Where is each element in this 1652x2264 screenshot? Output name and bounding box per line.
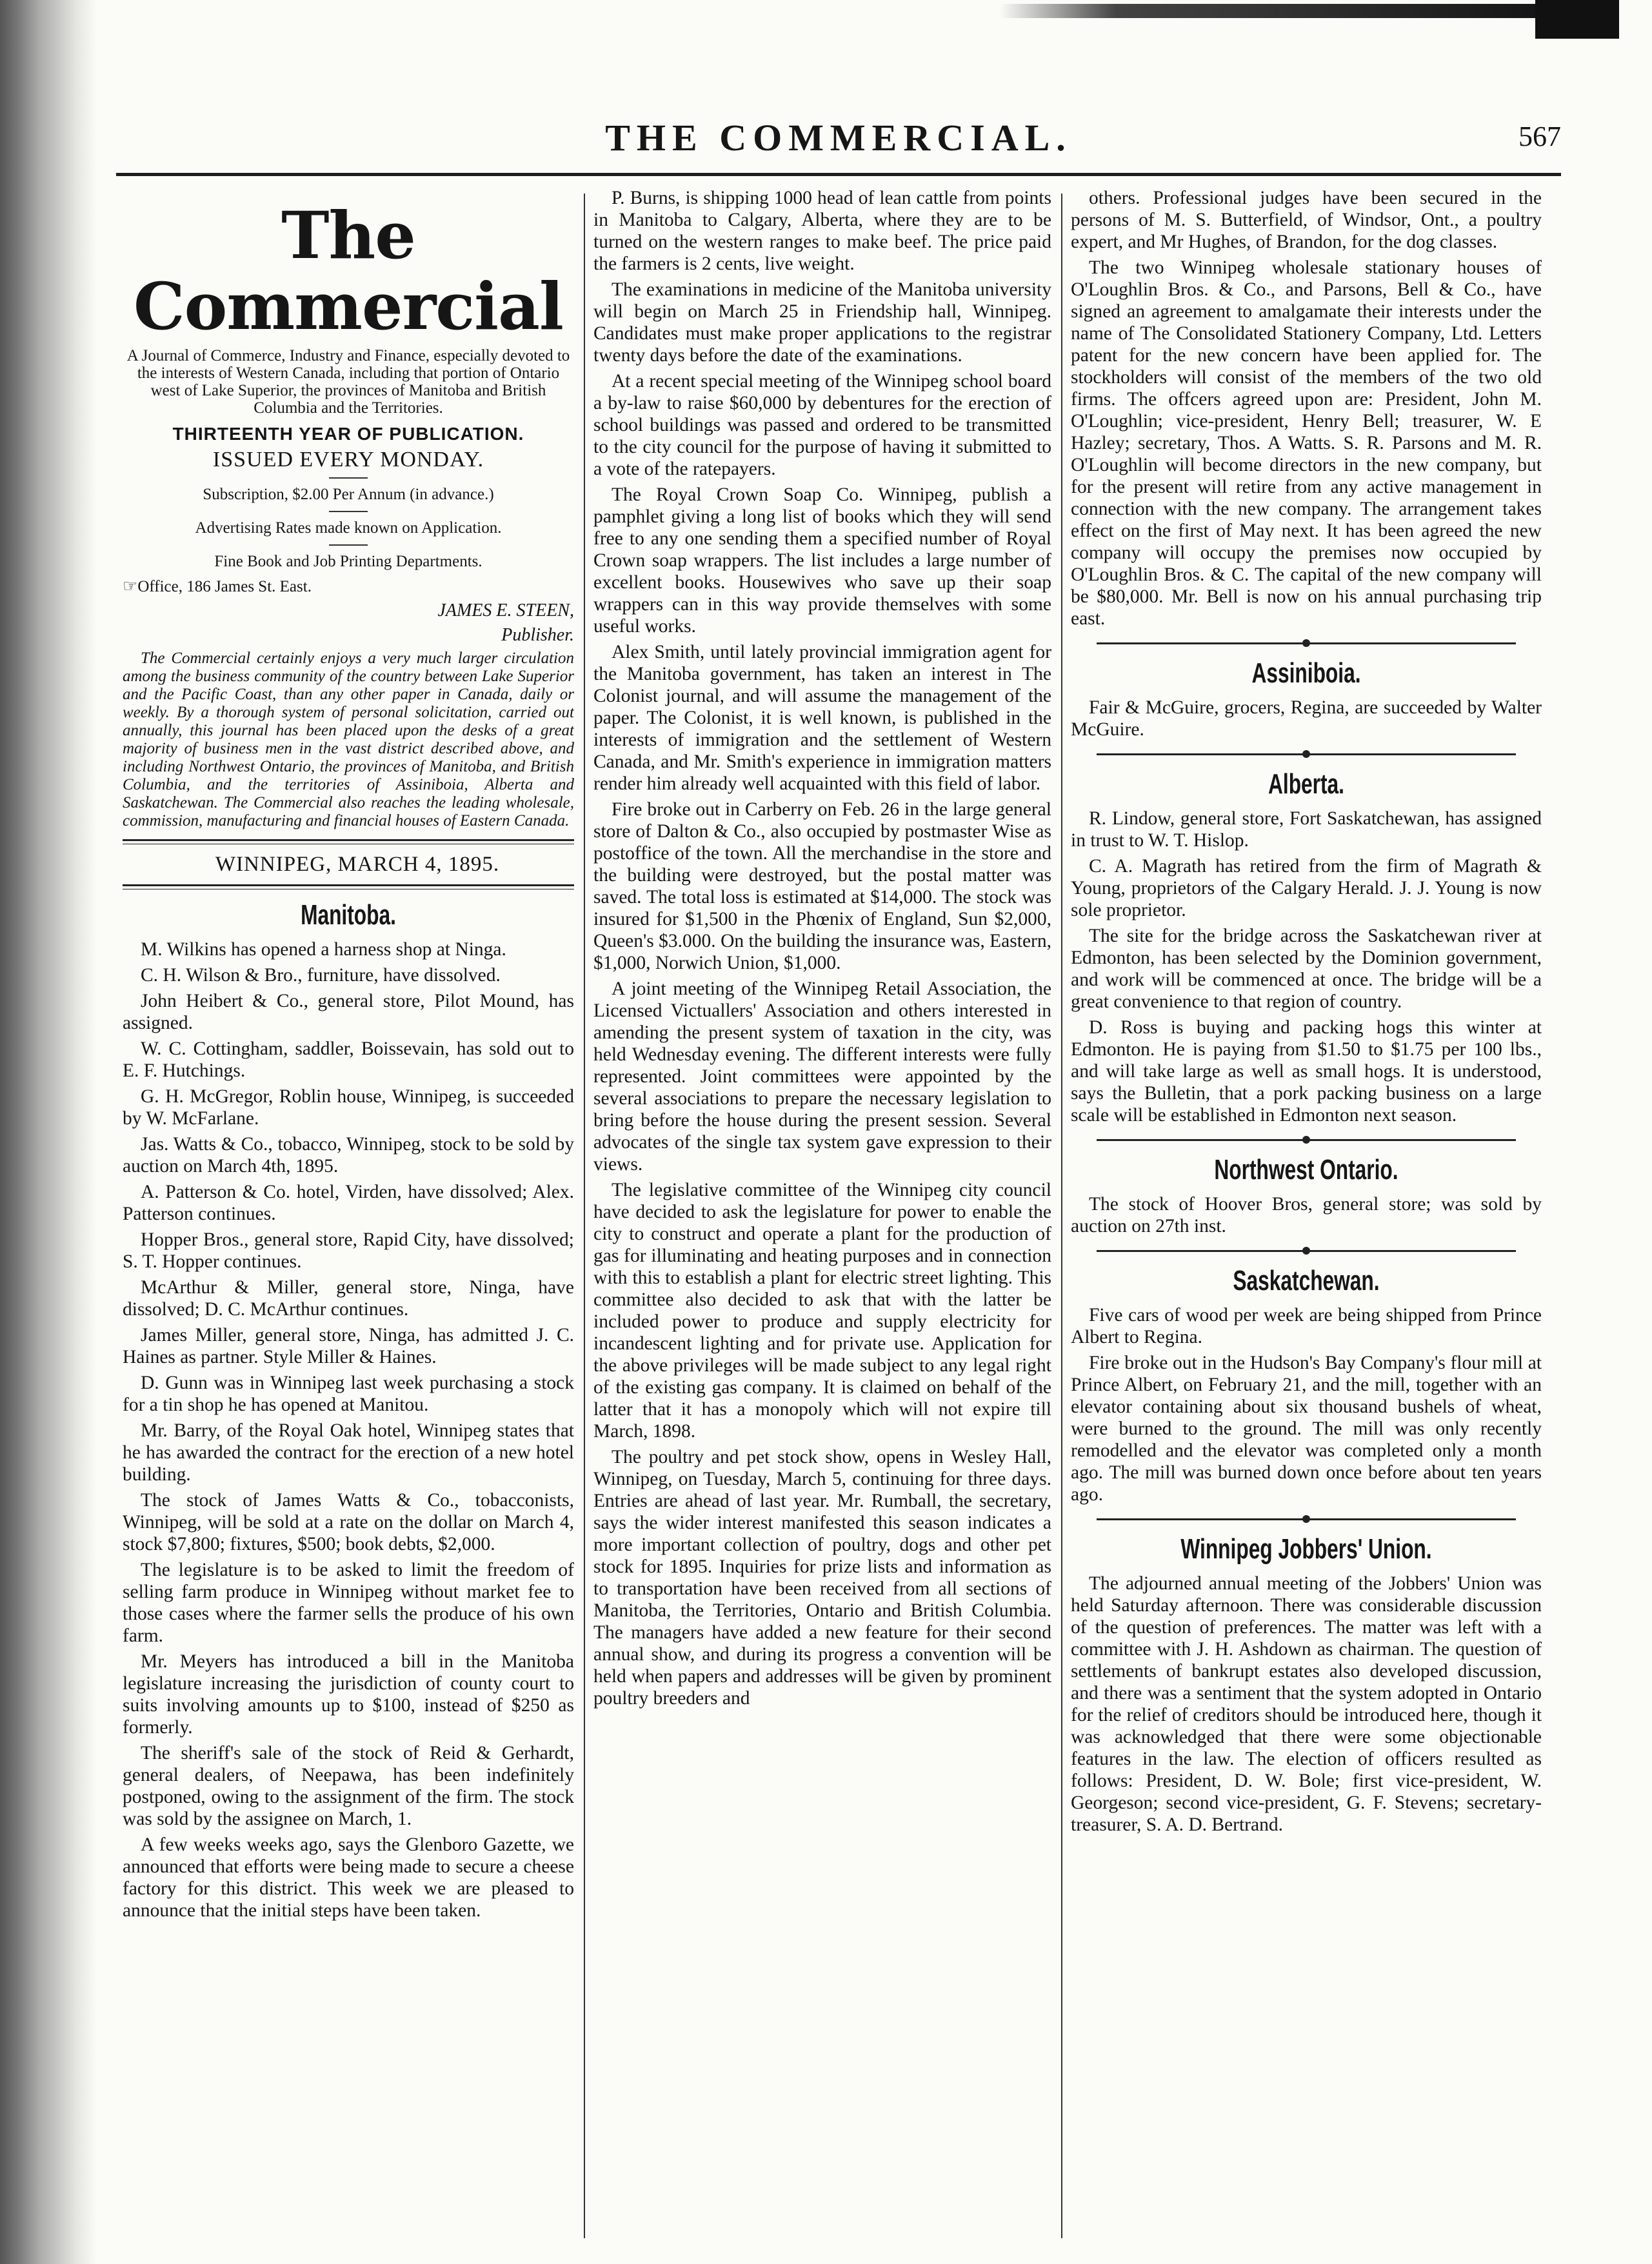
section-heading-saskatchewan: Saskatchewan.: [1233, 1265, 1380, 1296]
section-separator: [1097, 639, 1516, 648]
news-item: others. Professional judges have been secured in the persons of M. S. Butterfield, of Windsor, Ont., a poultry expert, and Mr Hughes, of Brandon, for the dog classes.: [1071, 188, 1542, 252]
news-item: C. A. Magrath has retired from the firm of Magrath & Young, proprietors of the Calgary Herald. J. J. Young is now sole proprietor.: [1071, 856, 1542, 920]
news-item: Fire broke out in the Hudson's Bay Company's flour mill at Prince Albert, on February 21, and the mill, together with an elevator containing about six thousand bushels of wheat, were burned to the ground. The mill was only recently remodelled and the elevator was completed only a month ago. The mill was burned down once before about ten years ago.: [1071, 1353, 1542, 1505]
publication-description: A Journal of Commerce, Industry and Finance, especially devoted to the interests of Western Canada, including that portion of Ontario west of Lake Superior, the provinces of Manitoba and British Columbia and the Territories.: [126, 347, 570, 417]
section-separator: [1097, 1246, 1516, 1255]
news-item: P. Burns, is shipping 1000 head of lean cattle from points in Manitoba to Calgary, Alberta, where they are to be turned on the western ranges to make beef. The price paid the farmers is 2 cents, live weight.: [593, 188, 1051, 274]
pointing-hand-icon: ☞: [123, 577, 138, 595]
news-item: W. C. Cottingham, saddler, Boissevain, has sold out to E. F. Hutchings.: [123, 1038, 574, 1081]
news-item: The adjourned annual meeting of the Jobbers' Union was held Saturday afternoon. There was considerable discussion of the question of preferences. The matter was left with a committee with J. H. Ashdown as chairman. The question of settlements of bankrupt estates also developed discussion, and there was a sentiment that the system adopted in Ontario for the relief of creditors should be introduced here, though it was acknowledged that there were some objectionable features in the law. The election of officers resulted as follows: President, D. W. Bole; first vice-president, W. Georgeson; second vice-president, G. F. Stevens; secretary-treasurer, S. A. D. Bertrand.: [1071, 1573, 1542, 1835]
news-item: McArthur & Miller, general store, Ninga, have dissolved; D. C. McArthur continues.: [123, 1277, 574, 1320]
news-item: D. Gunn was in Winnipeg last week purchasing a stock for a tin shop he has opened at Manitou.: [123, 1373, 574, 1415]
advertising-line: Advertising Rates made known on Application.: [195, 519, 502, 537]
circulation-statement: The Commercial certainly enjoys a very much larger circulation among the business community of the country between Lake Superior and the Pacific Coast, than any other paper in Canada, daily or weekly. By a thorough system of personal solicitation, carried out annually, this journal has been placed upon the desks of a great majority of business men in the vast district described above, and including Northwest Ontario, the provinces of Manitoba, and British Columbia, and the territories of Assiniboia, Alberta and Saskatchewan. The Commercial also reaches the leading wholesale, commission, manufacturing and financial houses of Eastern Canada.: [123, 650, 574, 829]
double-rule: [123, 839, 574, 844]
news-item: The legislature is to be asked to limit the freedom of selling farm produce in Winnipeg without market fee to those cases where the farmer sells the produce of his own farm.: [123, 1560, 574, 1646]
news-item: A. Patterson & Co. hotel, Virden, have dissolved; Alex. Patterson continues.: [123, 1182, 574, 1224]
scan-top-bar: [1000, 4, 1580, 18]
section-heading-assiniboia: Assiniboia.: [1251, 657, 1361, 689]
issued-line: ISSUED EVERY MONDAY.: [212, 448, 484, 472]
column-3-items: [1071, 187, 1542, 630]
subscription-line: Subscription, $2.00 Per Annum (in advance.): [203, 486, 494, 503]
alberta-items: [1071, 808, 1542, 1126]
publisher-title: Publisher.: [501, 625, 574, 645]
news-item: The sheriff's sale of the stock of Reid & Gerhardt, general dealers, of Neepawa, has been indefinitely postponed, owing to the assignment of the firm. The stock was sold by the assignee on March, 1.: [123, 1743, 574, 1829]
year-line: THIRTEENTH YEAR OF PUBLICATION.: [172, 424, 524, 444]
news-item: The stock of James Watts & Co., tobacconists, Winnipeg, will be sold at a rate on the dollar on March 4, stock $7,800; fixtures, $500; book debts, $2,000.: [123, 1490, 574, 1554]
section-separator: [1097, 1514, 1516, 1524]
section-heading-manitoba: Manitoba.: [301, 899, 396, 931]
news-item: Mr. Barry, of the Royal Oak hotel, Winnipeg states that he has awarded the contract for the erection of a new hotel building.: [123, 1420, 574, 1485]
news-item: John Heibert & Co., general store, Pilot Mound, has assigned.: [123, 991, 574, 1033]
news-item: The examinations in medicine of the Manitoba university will begin on March 25 in Friendship hall, Winnipeg. Candidates must make proper applications to the registrar twenty days before the date of the examinations.: [593, 279, 1051, 366]
short-rule: [329, 544, 368, 546]
section-heading-alberta: Alberta.: [1268, 768, 1344, 800]
double-rule: [123, 884, 574, 889]
news-item: James Miller, general store, Ninga, has admitted J. C. Haines as partner. Style Miller & Haines.: [123, 1325, 574, 1367]
page-header: [116, 116, 1561, 168]
news-item: G. H. McGregor, Roblin house, Winnipeg, is succeeded by W. McFarlane.: [123, 1086, 574, 1129]
news-item: The poultry and pet stock show, opens in Wesley Hall, Winnipeg, on Tuesday, March 5, continuing for three days. Entries are ahead of last year. Mr. Rumball, the secretary, says the wider interest manifested this season indicates a more important collection of poultry, dogs and other pet stock for 1895. Inquiries for prize lists and information as to transportation have been received from all sections of Manitoba, the Territories, Ontario and British Columbia. The managers have added a new feature for their second annual show, and during its progress a convention will be held when papers and addresses will be given by prominent poultry breeders and: [593, 1447, 1051, 1709]
scan-edge-shadow: [0, 0, 97, 2264]
publisher-name: JAMES E. STEEN,: [437, 601, 574, 621]
news-item: Jas. Watts & Co., tobacco, Winnipeg, stock to be sold by auction on March 4th, 1895.: [123, 1134, 574, 1177]
news-item: At a recent special meeting of the Winnipeg school board a by-law to raise $60,000 by debentures for the erection of school buildings was passed and ordered to be transmitted to the city council for the purpose of having it submitted to a vote of the ratepayers.: [593, 371, 1051, 479]
news-item: The two Winnipeg wholesale stationary houses of O'Loughlin Bros. & Co., and Parsons, Bell & Co., have signed an agreement to amalgamate their interests under the name of The Consolidated Stationery Company, Ltd. Letters patent for the new concern have been applied for. The stockholders will consist of the members of the two old firms. The offcers agreed upon are: President, John M. O'Loughlin; vice-president, Henry Bell; treasurer, W. E Hazley; secretary, Thos. A Watts. S. R. Parsons and M. R. O'Loughlin will become directors in the new company, but for the present will retire from any active management in connection with the new company. The arrangement takes effect on the first of May next. It has been agreed the new company will occupy the premises now occupied by O'Loughlin Bros. & C. The capital of the new company will be $80,000. Mr. Bell is now on his annual purchasing trip east.: [1071, 257, 1542, 629]
news-item: M. Wilkins has opened a harness shop at Ninga.: [141, 939, 506, 960]
column-3: [1071, 187, 1542, 2251]
section-separator: [1097, 750, 1516, 759]
section-separator: [1097, 1135, 1516, 1144]
manitoba-items: [123, 938, 574, 1921]
scan-top-block: [1535, 0, 1619, 39]
news-item: The stock of Hoover Bros, general store; was sold by auction on 27th inst.: [1071, 1194, 1542, 1236]
news-item: Fire broke out in Carberry on Feb. 26 in the large general store of Dalton & Co., also occupied by postmaster Wise as postoffice of the town. All the merchandise in the store and the building were destroyed, but the postal matter was saved. The total loss is estimated at $14,000. The stock was insured for $1,500 in the Phœnix of England, Sun $2,000, Queen's $3.000. On the building the insurance was, Eastern, $1,000, Norwich Union, $1,000.: [593, 799, 1051, 973]
news-item: The site for the bridge across the Saskatchewan river at Edmonton, has been selected by the Dominion government, and work will be commenced at once. The bridge will be a great convenience to that region of country.: [1071, 926, 1542, 1012]
column-2-items: [593, 187, 1051, 1709]
section-heading-northwest-ontario: Northwest Ontario.: [1214, 1154, 1398, 1186]
news-item: Hopper Bros., general store, Rapid City, have dissolved; S. T. Hopper continues.: [123, 1229, 574, 1272]
news-item: R. Lindow, general store, Fort Saskatchewan, has assigned in trust to W. T. Hislop.: [1071, 808, 1542, 851]
column-divider-2: [1061, 194, 1062, 2238]
column-2: [593, 187, 1051, 2251]
northwest-ontario-items: [1071, 1193, 1542, 1237]
saskatchewan-items: [1071, 1304, 1542, 1505]
office-address: Office, 186 James St. East.: [137, 578, 312, 595]
news-item: A joint meeting of the Winnipeg Retail Association, the Licensed Victuallers' Association and others interested in amending the present system of taxation in the city, was held Wednesday evening. The different interests were fully represented. Joint committees were appointed by the several associations to prepare the necessary legislation to bring before the house during the present session. Several advocates of the single tax system gave expression to their views.: [593, 978, 1051, 1175]
publication-nameplate: The Commercial: [134, 197, 563, 344]
news-item: The Royal Crown Soap Co. Winnipeg, publish a pamphlet giving a long list of books which they will send free to any one sending them a specified number of Royal Crown soap wrappers. The list includes a large number of excellent books. Housewives who save up their soap wrappers can in this way provide themselves with some useful works.: [593, 484, 1051, 637]
news-item: D. Ross is buying and packing hogs this winter at Edmonton. He is paying from $1.50 to $1.75 per 100 lbs., and will take large as well as small hogs. It is understood, says the Bulletin, that a pork packing business on a large scale will be established in Edmonton next season.: [1071, 1017, 1542, 1126]
column-divider-1: [584, 194, 585, 2238]
dateline: WINNIPEG, MARCH 4, 1895.: [215, 853, 500, 876]
assiniboia-items: [1071, 697, 1542, 740]
column-1: [123, 187, 574, 2251]
section-heading-jobbers-union: Winnipeg Jobbers' Union.: [1180, 1533, 1432, 1565]
news-item: The legislative committee of the Winnipeg city council have decided to ask the legislature for power to enable the city to construct and operate a plant for the production of gas for illuminating and heating purposes and in connection with this to establish a plant for electric street lighting. This committee also decided to ask that with the latter be included power to produce and supply electricity for incandescent lighting and for private use. Application for the above privileges will be made subject to any legal right of the existing gas company. It is claimed on behalf of the latter that it has a monopoly which will not expire till March, 1898.: [593, 1180, 1051, 1442]
short-rule: [329, 477, 368, 479]
news-item: Mr. Meyers has introduced a bill in the Manitoba legislature increasing the jurisdiction of county court to suits involving amounts up to $100, instead of $250 as formerly.: [123, 1651, 574, 1738]
page-number: 567: [1518, 121, 1561, 152]
news-item: Fair & McGuire, grocers, Regina, are succeeded by Walter McGuire.: [1071, 697, 1542, 740]
header-rule: [116, 173, 1561, 176]
news-item: A few weeks weeks ago, says the Glenboro Gazette, we announced that efforts were being made to secure a cheese factory for this district. This week we are pleased to announce that the initial steps have been taken.: [123, 1834, 574, 1921]
short-rule: [329, 511, 368, 512]
news-item: Alex Smith, until lately provincial immigration agent for the Manitoba government, has taken an interest in The Colonist journal, and will assume the management of the paper. The Colonist, it is well known, is published in the interests of immigration and the settlement of Western Canada, and Mr. Smith's experience in immigration matters render him already well acquainted with this field of labor.: [593, 642, 1051, 794]
printing-line: Fine Book and Job Printing Departments.: [214, 553, 483, 570]
running-title: THE COMMERCIAL.: [605, 117, 1072, 159]
news-item: Five cars of wood per week are being shipped from Prince Albert to Regina.: [1071, 1305, 1542, 1347]
jobbers-union-items: [1071, 1573, 1542, 1836]
news-item: C. H. Wilson & Bro., furniture, have dissolved.: [141, 965, 501, 986]
